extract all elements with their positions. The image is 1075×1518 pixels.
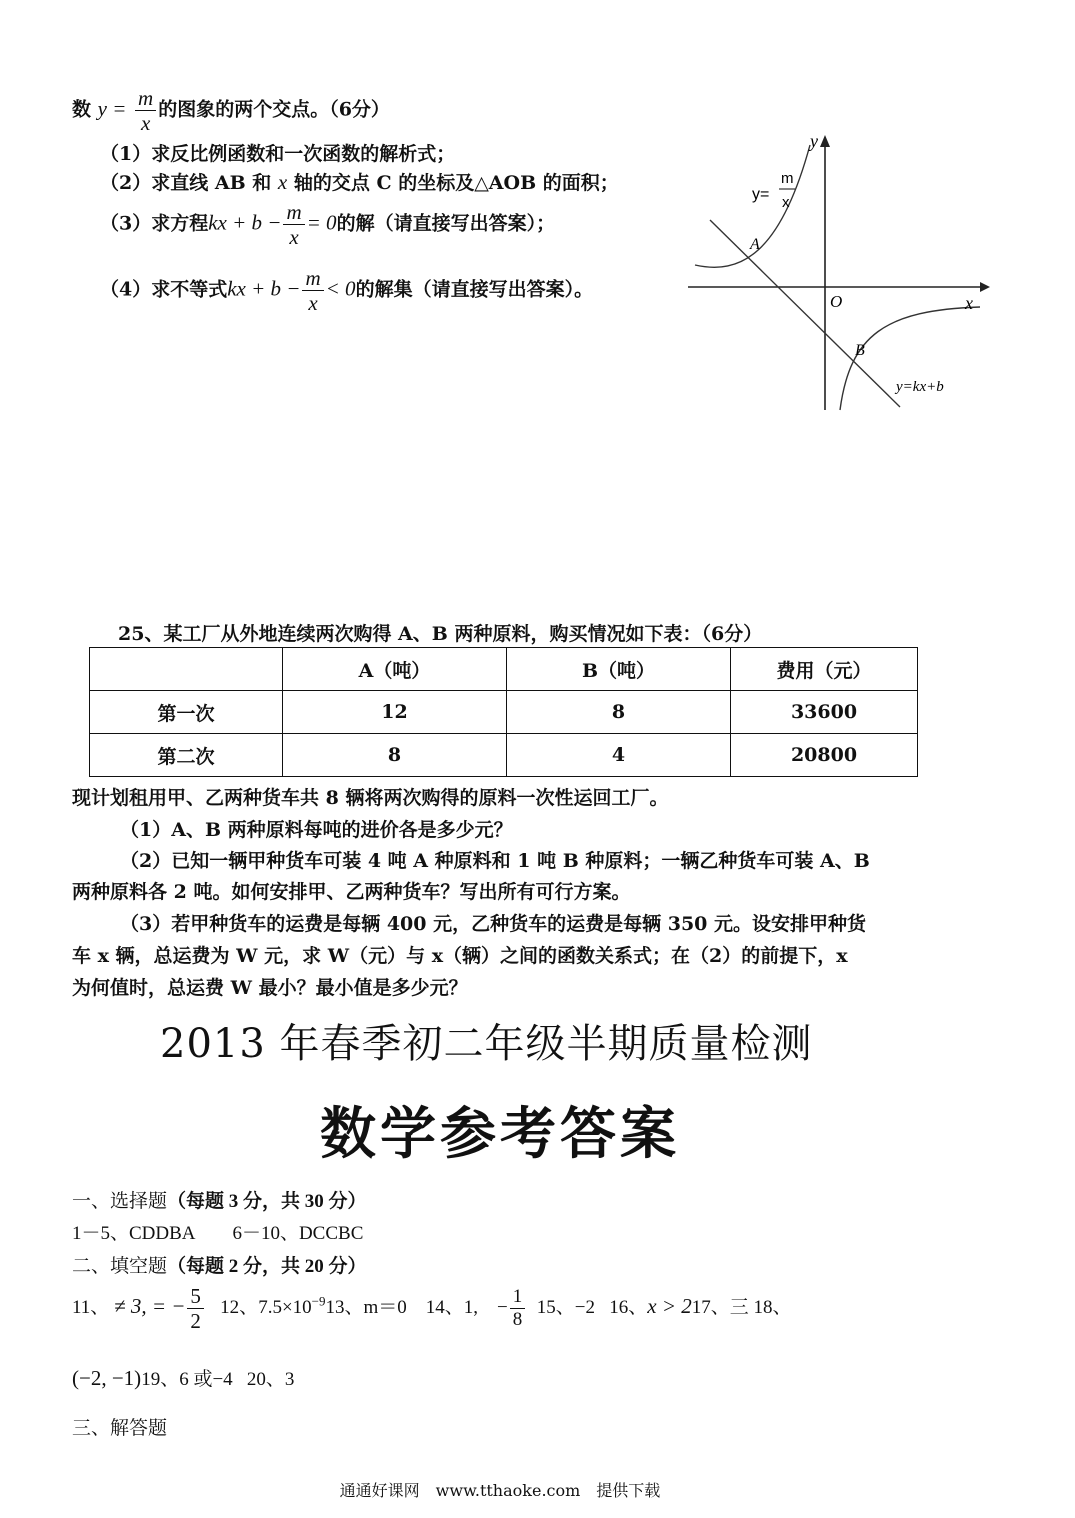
function-graph [680,125,1000,415]
line-label: y=kx+b [896,379,944,395]
table-header-cell: 费用（元） [731,648,918,691]
q25-line1: 现计划租用甲、乙两种货车共 8 辆将两次购得的原料一次性运回工厂。 [72,787,669,809]
q25-line5: （3）若甲种货车的运费是每辆 400 元，乙种货车的运费是每辆 350 元。设安排甲种货 [120,913,867,935]
origin-label: O [830,292,843,311]
table-header-cell: B（吨） [507,648,731,691]
q24-part1: （1）求反比例函数和一次函数的解析式； [100,143,456,165]
q25-line3: （2）已知一辆甲种货车可装 4 吨 A 种原料和 1 吨 B 种原料；一辆乙种货车可装 A、B [120,850,870,872]
q25-line2: （1）A、B 两种原料每吨的进价各是多少元？ [120,819,513,841]
q25-title: 25、某工厂从外地连续两次购得 A、B 两种原料，购买情况如下表：（6分） [118,623,763,645]
hyperbola-label-den: x [782,194,790,211]
section-choice-heading: 一、选择题（每题 3 分，共 30 分） [72,1191,367,1212]
x-axis-label: x [965,293,973,313]
table-header-row [90,648,918,691]
hyperbola-label-num: m [781,170,794,187]
table-cell: 8 [283,734,507,777]
q25-line4: 两种原料各 2 吨。如何安排甲、乙两种货车？写出所有可行方案。 [72,881,631,903]
point-b-label: B [855,342,865,359]
table-cell: 33600 [731,691,918,734]
q24-part3: （3）求方程kx + b − $\frac{m}{x}$ = 0的解（请直接写出答案）； [100,200,556,250]
x-axis-arrow [980,282,990,292]
table-header-cell: A（吨） [283,648,507,691]
table-cell: 8 [507,691,731,734]
y-axis-arrow [820,135,830,147]
q24-part4: （4）求不等式kx + b − $\frac{m}{x}$ < 0的解集（请直接写出答案）。 [100,266,594,316]
section-choice-answers: 1－5、CDDBA 6－10、DCCBC [72,1223,364,1244]
q25-line7: 为何值时，总运费 W 最小？最小值是多少元？ [72,977,468,999]
line-kx-plus-b [710,220,900,407]
page-footer: 通通好课网 www.tthaoke.com 提供下载 [339,1481,661,1500]
fill-answers-line2: (−2, −1)19、6 或−4 20、3 [72,1366,295,1390]
answer-subtitle: 数学参考答案 [320,1102,680,1167]
q25-line6: 车 x 辆，总运费为 W 元，求 W（元）与 x（辆）之间的函数关系式；在（2）的前提下，x [72,945,848,967]
answer-title: 2013 年春季初二年级半期质量检测 [160,1021,813,1067]
purchase-table [89,647,918,777]
table-cell: 第二次 [90,734,283,777]
q24-part2: （2）求直线 AB 和 x 轴的交点 C 的坐标及△AOB 的面积； [100,170,619,194]
fraction-m-over-x: $\frac{m}{x}$ [135,86,156,135]
hyperbola-label-prefix: y= [752,186,770,203]
q24-intro: 数 y = $\frac{m}{x}$ 的图象的两个交点。（6分） [72,86,390,136]
table-header-cell [90,648,283,691]
y-axis-label: y [810,131,818,151]
fill-answers-line1: 11、 ≠ 3, = − $\frac{5}{2}$ 12、$7.5\times 10^{-9}13$、m＝0 14、1, − $\frac{1}{8}$ 15、−2 16、x > 217、三 18、 [72,1284,792,1334]
section-fill-heading: 二、填空题（每题 2 分，共 20 分） [72,1256,367,1277]
point-a-label: A [750,236,760,253]
section-solve-heading: 三、解答题 [72,1418,168,1439]
table-row [90,734,918,777]
table-cell: 第一次 [90,691,283,734]
table-row [90,691,918,734]
table-cell: 20800 [731,734,918,777]
table-cell: 4 [507,734,731,777]
table-cell: 12 [283,691,507,734]
